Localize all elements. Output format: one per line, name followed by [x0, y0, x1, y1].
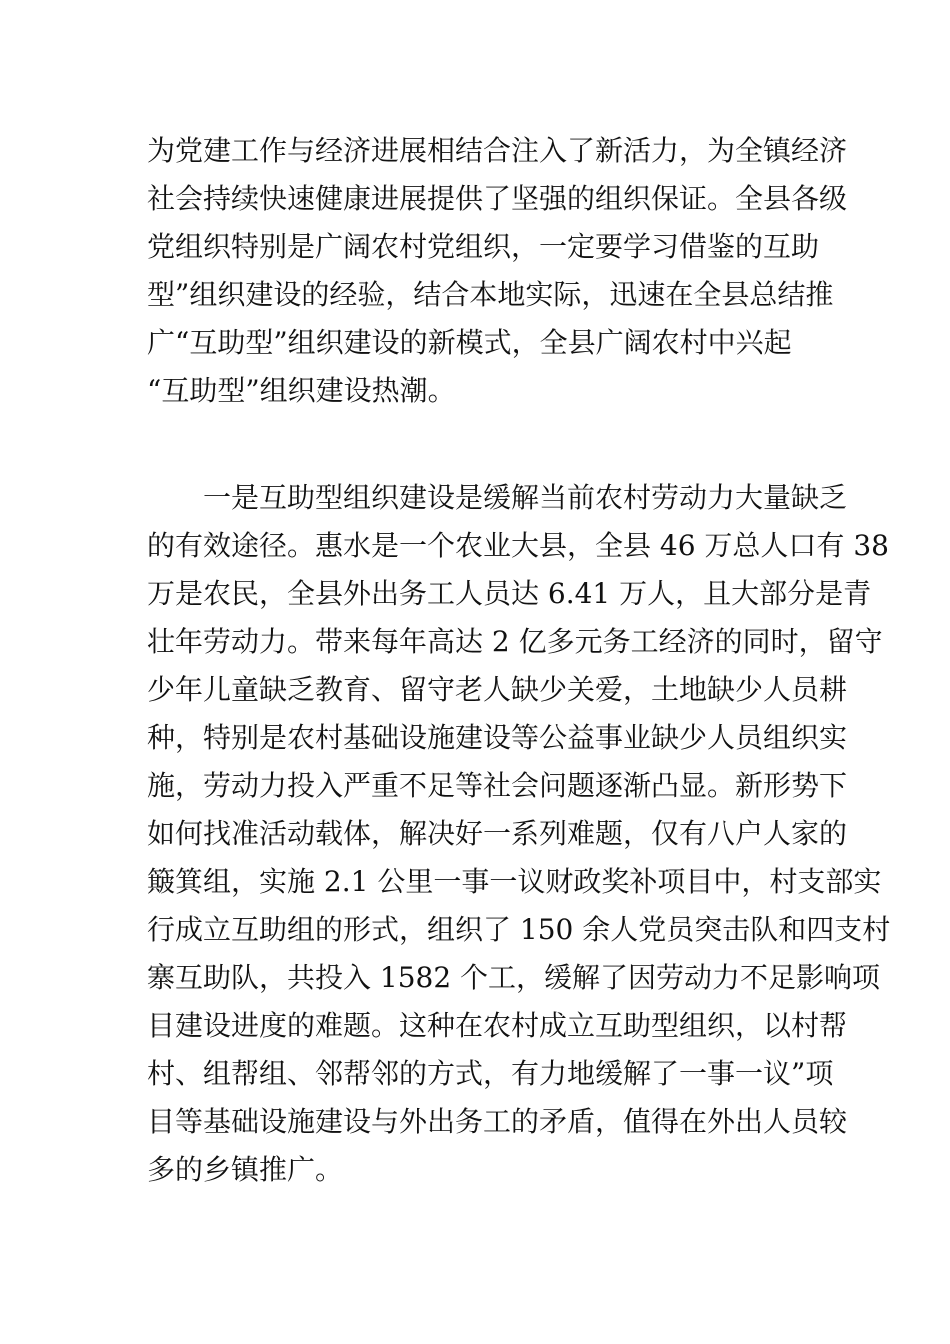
text-line: 寨互助队，共投入 1582 个工，缓解了因劳动力不足影响项	[147, 961, 881, 994]
text-line: 种，特别是农村基础设施建设等公益事业缺少人员组织实	[147, 721, 848, 754]
text-line: 施，劳动力投入严重不足等社会问题逐渐凸显。新形势下	[147, 769, 848, 802]
text-line: 型”组织建设的经验，结合本地实际，迅速在全县总结推	[147, 278, 834, 311]
text-line: 多的乡镇推广。	[147, 1153, 344, 1186]
text-line: 社会持续快速健康进展提供了坚强的组织保证。全县各级	[147, 182, 848, 215]
text-line: 为党建工作与经济进展相结合注入了新活力，为全镇经济	[147, 134, 848, 167]
text-line: 目建设进度的难题。这种在农村成立互助型组织，以村帮	[147, 1009, 848, 1042]
text-line: “互助型”组织建设热潮。	[147, 374, 456, 407]
text-line: 一是互助型组织建设是缓解当前农村劳动力大量缺乏	[203, 481, 848, 514]
text-line: 广“互助型”组织建设的新模式，全县广阔农村中兴起	[147, 326, 792, 359]
text-line: 目等基础设施建设与外出务工的矛盾，值得在外出人员较	[147, 1105, 848, 1138]
text-line: 簸箕组，实施 2.1 公里一事一议财政奖补项目中，村支部实	[147, 865, 882, 898]
text-line: 少年儿童缺乏教育、留守老人缺少关爱，土地缺少人员耕	[147, 673, 848, 706]
text-line: 村、组帮组、邻帮邻的方式，有力地缓解了一事一议”项	[147, 1057, 834, 1090]
text-line: 的有效途径。惠水是一个农业大县，全县 46 万总人口有 38	[147, 529, 889, 562]
text-line: 党组织特别是广阔农村党组织，一定要学习借鉴的互助	[147, 230, 820, 263]
text-line: 万是农民，全县外出务工人员达 6.41 万人，且大部分是青	[147, 577, 872, 610]
text-line: 如何找准活动载体，解决好一系列难题，仅有八户人家的	[147, 817, 848, 850]
text-line: 壮年劳动力。带来每年高达 2 亿多元务工经济的同时，留守	[147, 625, 883, 658]
text-line: 行成立互助组的形式，组织了 150 余人党员突击队和四支村	[147, 913, 891, 946]
